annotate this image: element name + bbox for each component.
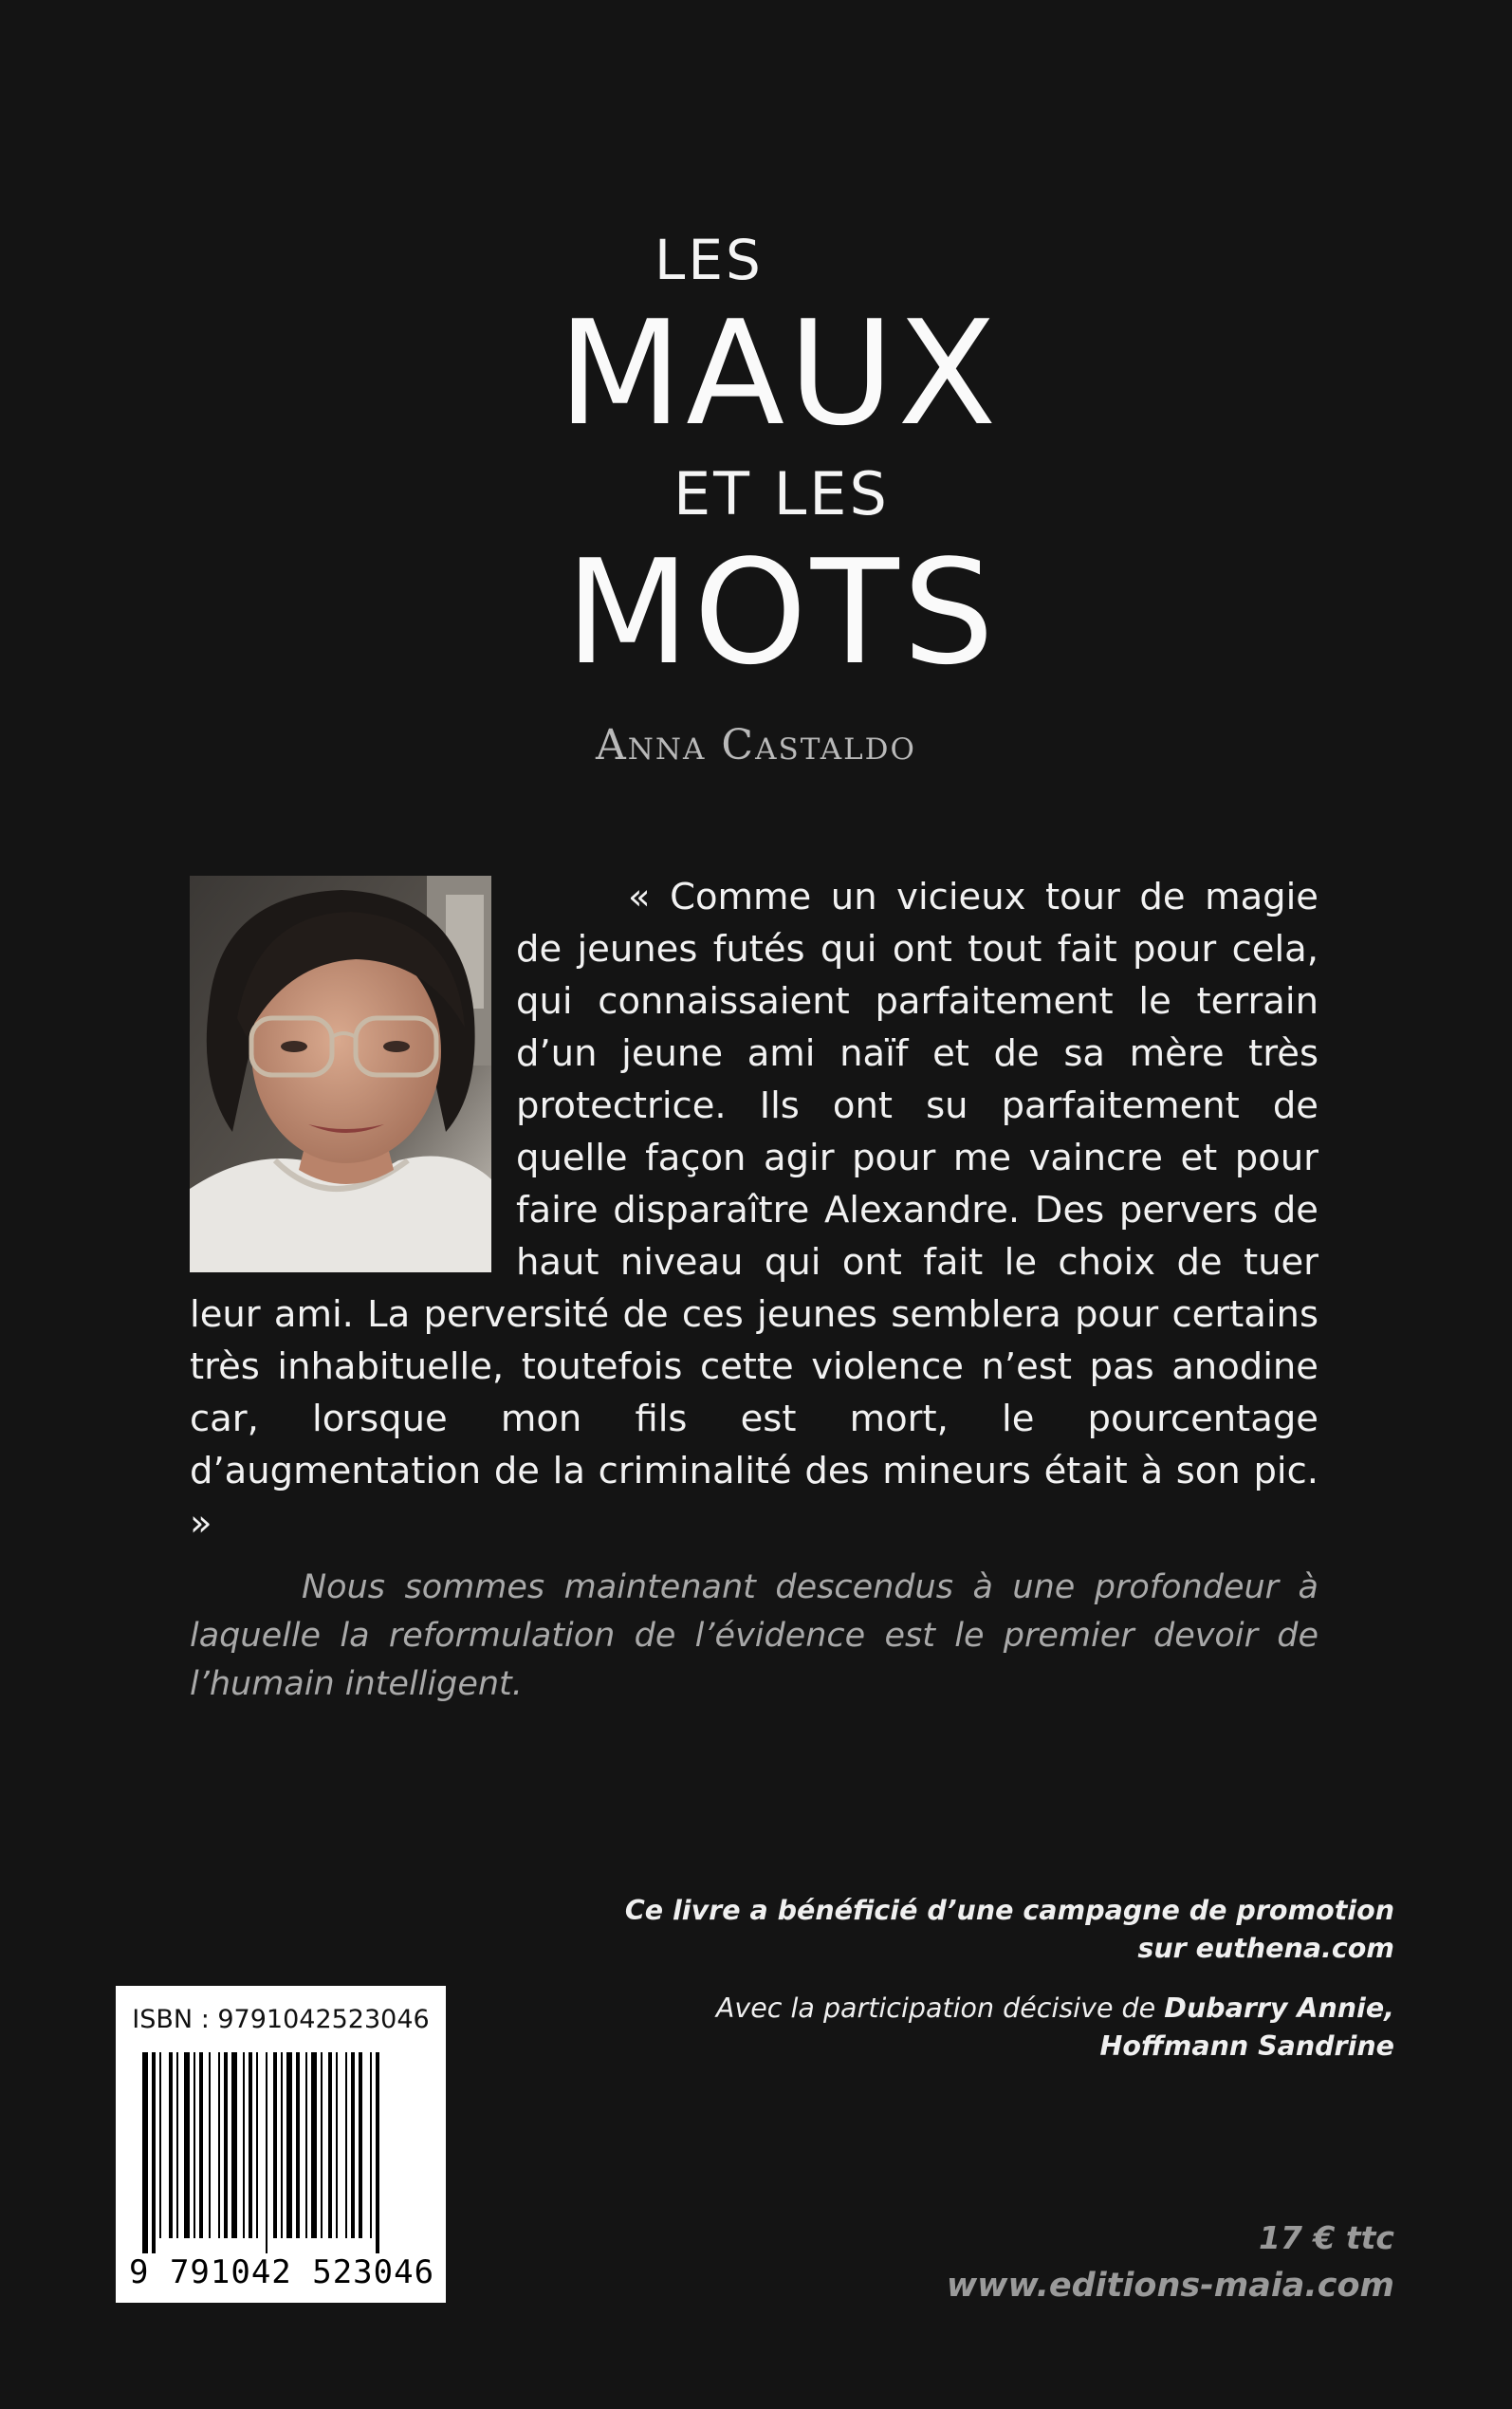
barcode-bar bbox=[273, 2052, 277, 2238]
publisher-website[interactable]: www.editions-maia.com bbox=[946, 2267, 1394, 2305]
title-line-les: LES bbox=[655, 228, 764, 292]
back-cover-quote bbox=[190, 871, 1318, 1549]
title-line-et-les: ET LES bbox=[673, 459, 890, 528]
price: 17 € ttc bbox=[1259, 2219, 1394, 2256]
promotion-note bbox=[541, 1892, 1394, 1968]
barcode-bar bbox=[351, 2052, 355, 2238]
barcode-bar bbox=[159, 2052, 161, 2238]
barcode-bar bbox=[249, 2052, 252, 2238]
title-line-mots: MOTS bbox=[565, 528, 999, 696]
barcode-bar bbox=[176, 2052, 178, 2238]
barcode-bar bbox=[336, 2052, 338, 2238]
barcode-bar bbox=[169, 2052, 173, 2238]
barcode-bar bbox=[311, 2052, 317, 2238]
barcode-bar bbox=[224, 2052, 228, 2238]
promotion-line-1: Ce livre a bénéficié d’une campagne de promotion bbox=[624, 1895, 1394, 1926]
barcode-bar bbox=[266, 2052, 267, 2253]
participation-note bbox=[541, 1990, 1394, 2066]
barcode-bar bbox=[305, 2052, 307, 2238]
barcode-bar bbox=[370, 2052, 372, 2238]
barcode-bar bbox=[286, 2052, 292, 2238]
barcode-bar bbox=[281, 2052, 283, 2238]
isbn-barcode bbox=[116, 1986, 446, 2303]
barcode-bar bbox=[359, 2052, 362, 2238]
barcode-bar bbox=[328, 2052, 332, 2238]
barcode-bar bbox=[194, 2052, 195, 2238]
participant-1: Dubarry Annie, bbox=[1164, 1992, 1394, 2024]
barcode-bar bbox=[296, 2052, 300, 2238]
author-name: Anna Castaldo bbox=[596, 721, 916, 769]
barcode-bar bbox=[376, 2052, 379, 2253]
barcode-bar bbox=[231, 2052, 237, 2238]
participation-prefix: Avec la participation décisive de bbox=[715, 1992, 1165, 2024]
barcode-bar bbox=[218, 2052, 220, 2238]
barcode-bar bbox=[209, 2052, 211, 2238]
barcode-digits: 9 791042 523046 bbox=[129, 2253, 435, 2291]
quote-text: « Comme un vicieux tour de magie de jeunes futés qui ont tout fait pour cela, qui connaissaient parfaitement le terrain d’un jeune ami naïf et de sa mère très protectrice. Ils ont su parfaitement de quelle façon agir pour me vaincre et pour faire disparaître Alexandre. Des pervers de haut niveau qui ont fait le choix de tuer leur ami. La perversité de ces jeunes semblera pour certains très inhabituelle, toutefois cette violence n’est pas anodine car, lorsque mon fils est mort, le pourcentage d’augmentation de la criminalité des mineurs était à son pic. » bbox=[190, 876, 1318, 1545]
isbn-label: ISBN : 9791042523046 bbox=[132, 2005, 430, 2034]
barcode-bar bbox=[345, 2052, 347, 2238]
barcode-bar bbox=[152, 2052, 156, 2253]
barcode-bar bbox=[142, 2052, 148, 2253]
barcode-bar bbox=[256, 2052, 258, 2238]
barcode-bar bbox=[184, 2052, 190, 2238]
title-line-maux: MAUX bbox=[558, 289, 1001, 457]
epigraph: Nous sommes maintenant descendus à une profondeur à laquelle la reformulation de l’évidence est le premier devoir de l’humain intelligent. bbox=[190, 1568, 1318, 1703]
barcode-bar bbox=[199, 2052, 203, 2238]
promotion-line-2: sur euthena.com bbox=[1137, 1933, 1394, 1964]
barcode-bar bbox=[243, 2052, 245, 2238]
barcode-bars bbox=[142, 2052, 419, 2253]
barcode-bar bbox=[321, 2052, 323, 2238]
participant-2: Hoffmann Sandrine bbox=[1099, 2030, 1394, 2062]
